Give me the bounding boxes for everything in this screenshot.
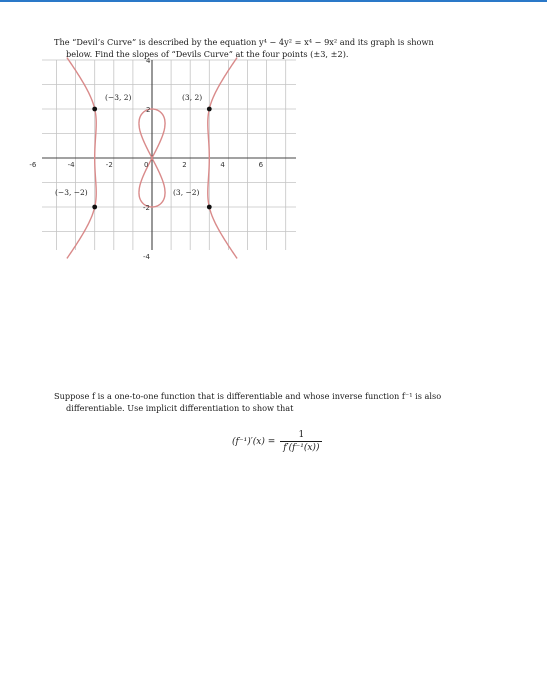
inverse-derivative-formula <box>232 430 322 453</box>
problem-6-line-2: differentiable. Use implicit differentiation to show that <box>66 402 294 413</box>
formula-numerator: 1 <box>298 430 305 440</box>
x-tick-label: 0 <box>144 161 149 169</box>
y-tick-label: 2 <box>146 106 151 114</box>
highlighted-points <box>55 93 212 209</box>
point-label: (3, −2) <box>173 188 200 197</box>
formula-denominator: f′(f⁻¹(x)) <box>280 441 322 453</box>
graph-grid <box>42 60 296 250</box>
curve-point <box>207 205 212 210</box>
x-tick-label: -4 <box>67 161 75 169</box>
problem-5-line-2: below. Find the slopes of “Devils Curve” at the four points (±3, ±2). <box>66 48 349 59</box>
formula-fraction <box>280 430 322 453</box>
problem-6-line-1: Suppose f is a one-to-one function that is differentiable and whose inverse function f⁻¹ is also <box>54 391 442 401</box>
y-tick-label: 4 <box>146 57 151 65</box>
formula-lhs: (f⁻¹)′(x) = <box>232 436 276 447</box>
x-tick-label: 6 <box>258 161 264 169</box>
point-label: (−3, −2) <box>55 188 88 197</box>
point-label: (3, 2) <box>182 93 203 102</box>
x-tick-label: 2 <box>182 161 187 169</box>
point-label: (−3, 2) <box>105 93 132 102</box>
curve-point <box>92 107 97 112</box>
y-tick-label: -4 <box>143 253 150 261</box>
problem-6 <box>54 391 514 414</box>
x-tick-label: 4 <box>220 161 225 169</box>
x-tick-label: -2 <box>105 161 113 169</box>
problem-5-line-1: The “Devil’s Curve” is described by the equation y⁴ − 4y² = x⁴ − 9x² and its graph is shown <box>54 37 434 47</box>
curve-point <box>92 205 97 210</box>
x-tick-label: -6 <box>29 161 37 169</box>
y-tick-label: -2 <box>143 204 150 212</box>
curve-point <box>207 107 212 112</box>
